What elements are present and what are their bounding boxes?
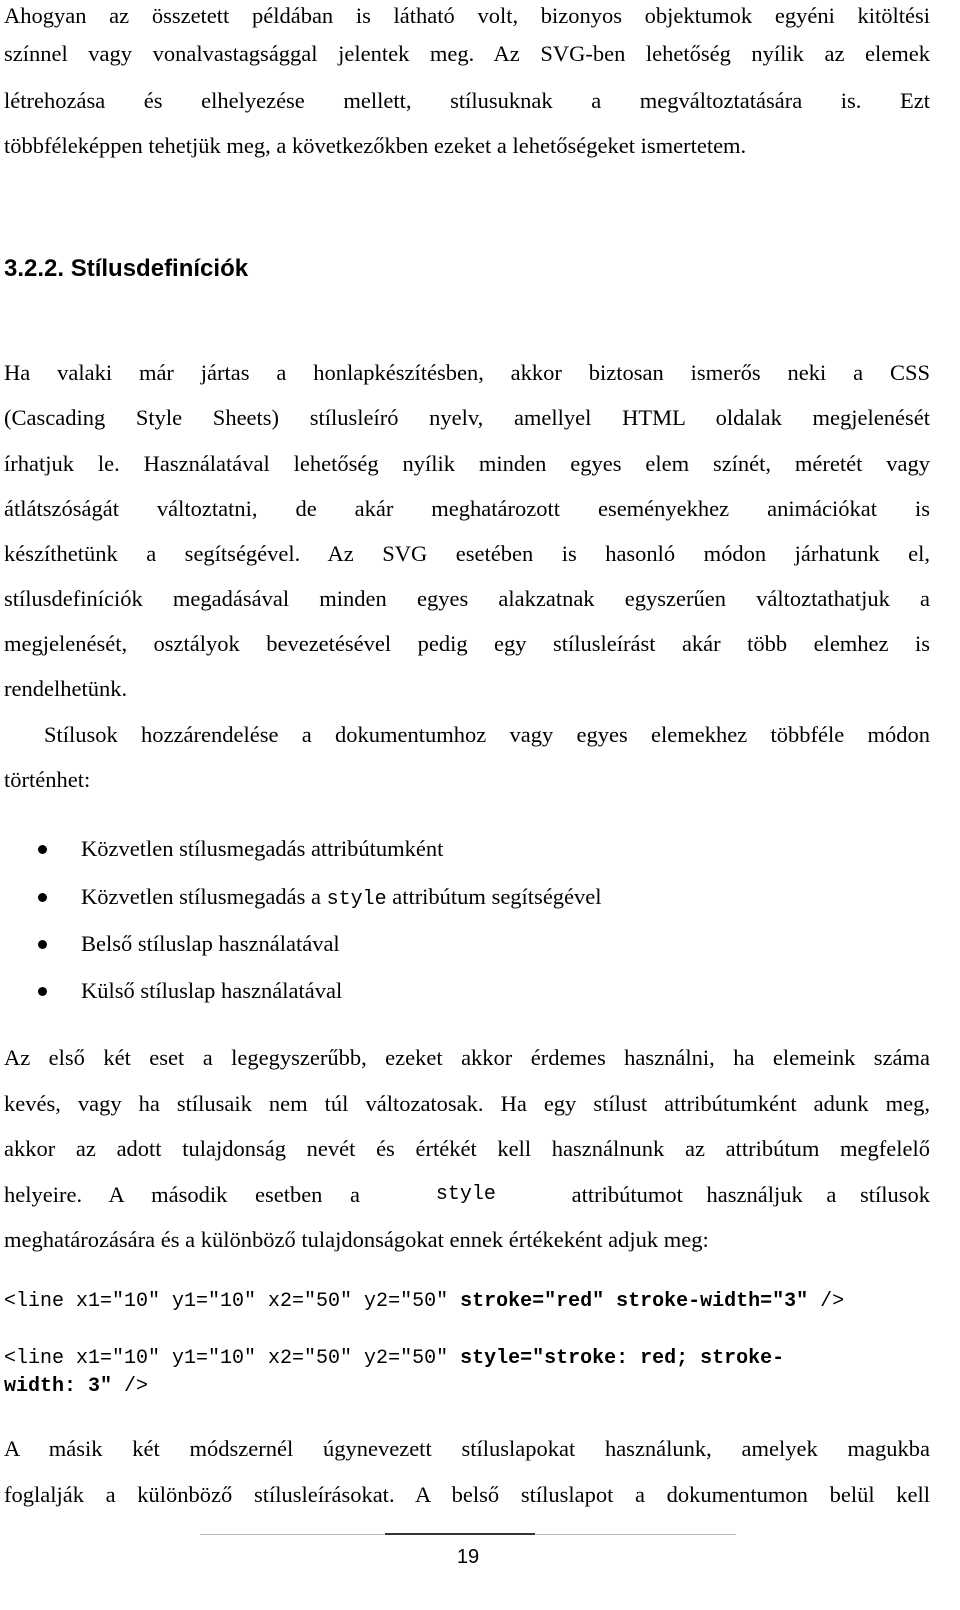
text-line: történhet:: [4, 767, 91, 792]
list-item-text: Belső stíluslap használatával: [81, 931, 340, 956]
inline-code: style: [326, 888, 387, 911]
text-line: A másik két módszernél úgynevezett stíluslapokat használunk, amelyek magukba: [4, 1436, 930, 1461]
text-line: stílusdefiníciók megadásával minden egyes alakzatnak egyszerűen változtathatjuk a: [4, 586, 930, 611]
text-line: megjelenését, osztályok bevezetésével pedig egy stílusleírást akár több elemhez is: [4, 631, 930, 656]
text-line: Ahogyan az összetett példában is látható volt, bizonyos objektumok egyéni kitöltési: [4, 3, 930, 28]
code-line: [4, 1345, 784, 1373]
code-part: <line x1="10" y1="10" x2="50" y2="50": [4, 1290, 461, 1313]
code-part: />: [808, 1290, 845, 1313]
text-line: rendelhetünk.: [4, 676, 128, 701]
text-line: többféleképpen tehetjük meg, a következőkben ezeket a lehetőségeket ismertetem.: [4, 133, 747, 158]
text-line: Stílusok hozzárendelése a dokumentumhoz vagy egyes elemekhez többféle módon: [44, 722, 930, 747]
code-part-bold: width: 3": [4, 1375, 113, 1398]
text-line: átlátszóságát változtatni, de akár meghatározott eseményekhez animációkat is: [4, 496, 930, 521]
text-line: létrehozása és elhelyezése mellett, stílusuknak a megváltoztatására is. Ezt: [4, 88, 930, 113]
code-part: />: [112, 1375, 149, 1398]
inline-code: style: [435, 1183, 496, 1206]
text-line: (Cascading Style Sheets) stílusleíró nyelv, amellyel HTML oldalak megjelenését: [4, 405, 930, 430]
page-number: 19: [456, 1546, 480, 1568]
text-part: attribútumot használjuk a stílusok: [571, 1182, 930, 1207]
code-part: <line x1="10" y1="10" x2="50" y2="50": [4, 1347, 461, 1370]
text-line: készíthetünk a segítségével. Az SVG esetében is hasonló módon járhatunk el,: [4, 541, 930, 566]
list-item-text-part: attribútum segítségével: [386, 884, 602, 909]
text-line: meghatározására és a különböző tulajdonságokat ennek értékeként adjuk meg:: [4, 1227, 709, 1252]
list-item-text: Külső stíluslap használatával: [81, 978, 343, 1003]
list-item-text-part: Közvetlen stílusmegadás a: [81, 884, 327, 909]
text-line: [4, 1179, 930, 1211]
bullet-icon: [38, 940, 47, 949]
list-item-text: Közvetlen stílusmegadás attribútumként: [81, 836, 444, 861]
text-line: Ha valaki már jártas a honlapkészítésben, akkor biztosan ismerős neki a CSS: [4, 360, 930, 385]
text-line: foglalják a különböző stílusleírásokat. A belső stíluslapot a dokumentumon belül kell: [4, 1482, 930, 1507]
section-heading: 3.2.2. Stílusdefiníciók: [4, 255, 249, 282]
text-line: színnel vagy vonalvastagsággal jelentek meg. Az SVG-ben lehetőség nyílik az elemek: [4, 41, 930, 66]
text-line: Az első két eset a legegyszerűbb, ezeket akkor érdemes használni, ha elemeink száma: [4, 1045, 930, 1070]
bullet-icon: [38, 987, 47, 996]
text-line: írhatjuk le. Használatával lehetőség nyílik minden egyes elem színét, méretét vagy: [4, 451, 930, 476]
list-item-text: [81, 881, 602, 916]
code-part-bold: stroke="red" stroke-width="3": [460, 1290, 809, 1313]
code-line: [4, 1373, 148, 1401]
text-part: helyeire. A második esetben a: [4, 1182, 361, 1207]
footer-divider-accent: [385, 1533, 535, 1535]
code-line: [4, 1288, 844, 1316]
code-part-bold: style="stroke: red; stroke-: [460, 1347, 785, 1370]
bullet-icon: [38, 893, 47, 902]
bullet-icon: [38, 845, 47, 854]
text-line: akkor az adott tulajdonság nevét és értékét kell használnunk az attribútum megfelelő: [4, 1136, 930, 1161]
text-line: kevés, vagy ha stílusaik nem túl változatosak. Ha egy stílust attribútumként adunk meg,: [4, 1091, 930, 1116]
